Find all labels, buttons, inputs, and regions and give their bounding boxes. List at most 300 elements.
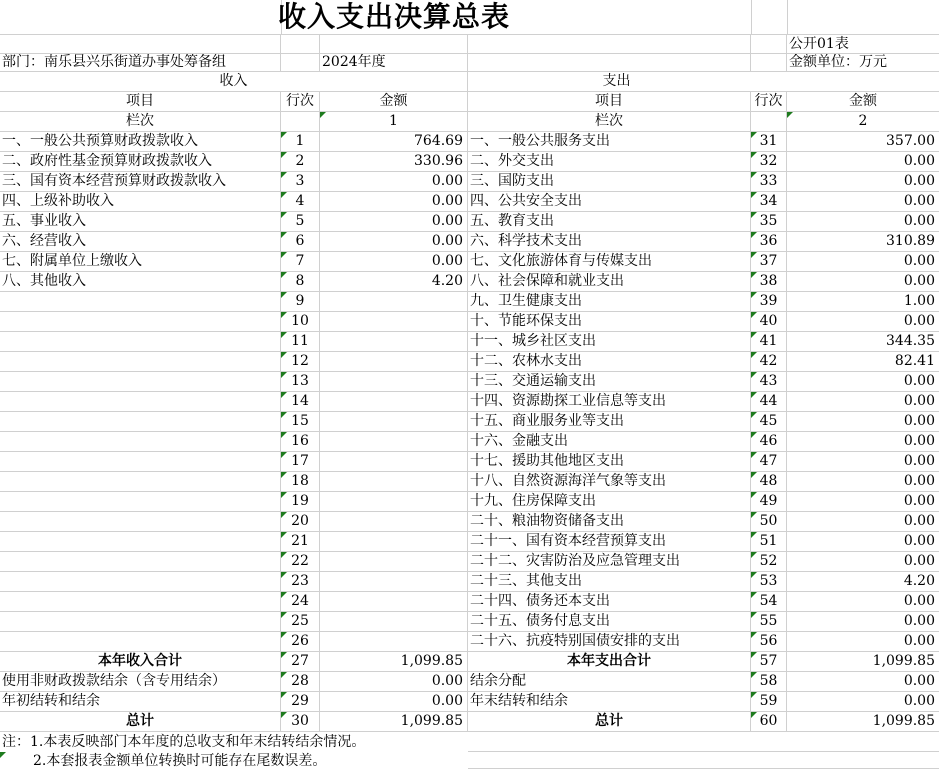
unit-cell[interactable]: 金额单位：万元 [787, 54, 939, 72]
income-item-cell[interactable] [0, 552, 281, 572]
income-amount-header[interactable]: 金额 [320, 92, 468, 112]
meta-row-dept [0, 54, 939, 72]
cell-flag-icon [751, 172, 757, 178]
expense-rowno-cell[interactable] [751, 592, 787, 612]
income-amount-cell[interactable]: 764.69 [320, 132, 468, 152]
cell-flag-icon [281, 692, 287, 698]
income-rowno-cell[interactable] [281, 592, 320, 612]
cell-flag-icon [751, 392, 757, 398]
income-rowno: 29 [291, 693, 309, 709]
table-body [0, 132, 939, 732]
income-rowno-cell[interactable] [281, 632, 320, 652]
income-amount-cell[interactable] [320, 592, 468, 612]
income-rowno-cell[interactable] [281, 572, 320, 592]
expense-rowno: 31 [759, 133, 778, 149]
table-row [0, 512, 939, 532]
income-item-cell[interactable]: 二、政府性基金预算财政拨款收入 [0, 152, 281, 172]
cell-flag-icon [751, 352, 757, 358]
income-amount-cell[interactable] [320, 532, 468, 552]
expense-section-header[interactable] [468, 72, 939, 92]
table-row [0, 592, 939, 612]
expense-item-cell[interactable]: 总计 [468, 712, 751, 732]
cell-flag-icon [0, 752, 6, 758]
income-rowno-cell[interactable] [281, 692, 320, 712]
expense-amount-cell[interactable]: 0.00 [787, 492, 939, 512]
expense-amount-cell[interactable]: 0.00 [787, 152, 939, 172]
income-item-cell[interactable]: 一、一般公共预算财政拨款收入 [0, 132, 281, 152]
expense-amount-cell[interactable]: 344.35 [787, 332, 939, 352]
expense-item-cell[interactable]: 四、公共安全支出 [468, 192, 751, 212]
empty-cell[interactable] [281, 54, 320, 72]
expense-item-cell[interactable]: 十五、商业服务业等支出 [468, 412, 751, 432]
department-cell[interactable]: 部门：南乐县兴乐街道办事处筹备组 [0, 54, 281, 72]
empty-cell[interactable] [320, 35, 468, 54]
cell-flag-icon [281, 312, 287, 318]
income-amount-cell[interactable]: 330.96 [320, 152, 468, 172]
expense-rowno-header[interactable]: 行次 [751, 92, 787, 112]
expense-amount-cell[interactable]: 1.00 [787, 292, 939, 312]
income-rowno: 14 [291, 393, 309, 409]
expense-rowno-cell[interactable] [751, 492, 787, 512]
expense-item-cell[interactable]: 二十四、债务还本支出 [468, 592, 751, 612]
income-lanci-cell[interactable]: 栏次 [0, 112, 281, 132]
expense-item-cell[interactable]: 十八、自然资源海洋气象等支出 [468, 472, 751, 492]
income-item-cell[interactable]: 使用非财政拨款结余（含专用结余） [0, 672, 281, 692]
expense-rowno-cell[interactable] [751, 412, 787, 432]
income-item-cell[interactable] [0, 292, 281, 312]
income-rowno-cell[interactable] [281, 172, 320, 192]
cell-flag-icon [751, 632, 757, 638]
expense-rowno-cell[interactable] [751, 372, 787, 392]
cell-flag-icon [281, 572, 287, 578]
note-line-1[interactable]: 注：1.本表反映部门本年度的总收支和年末结转结余情况。 [2, 734, 366, 750]
income-rowno: 21 [291, 533, 309, 549]
expense-item-cell[interactable]: 十九、住房保障支出 [468, 492, 751, 512]
cell-flag-icon [281, 152, 287, 158]
cell-flag-icon [751, 572, 757, 578]
income-amount-cell[interactable] [320, 452, 468, 472]
expense-rowno-cell[interactable] [751, 132, 787, 152]
income-amount-cell[interactable] [320, 612, 468, 632]
expense-item-cell[interactable]: 九、卫生健康支出 [468, 292, 751, 312]
expense-item-cell[interactable]: 五、教育支出 [468, 212, 751, 232]
expense-amount-cell[interactable]: 0.00 [787, 372, 939, 392]
cell-flag-icon [751, 252, 757, 258]
income-section-header[interactable]: 收入 [0, 72, 468, 92]
empty-cell[interactable] [0, 35, 281, 54]
table-row [0, 472, 939, 492]
cell-flag-icon [751, 372, 757, 378]
cell-flag-icon [281, 632, 287, 638]
cell-flag-icon [281, 712, 287, 718]
expense-amount-cell[interactable]: 0.00 [787, 432, 939, 452]
gridline [468, 751, 939, 752]
expense-rowno: 55 [759, 613, 778, 629]
income-rowno-cell[interactable] [281, 332, 320, 352]
expense-item-cell[interactable]: 二十三、其他支出 [468, 572, 751, 592]
income-item-cell[interactable] [0, 332, 281, 352]
expense-amount-cell[interactable]: 0.00 [787, 612, 939, 632]
table-row [0, 292, 939, 312]
table-row [0, 532, 939, 552]
income-rowno: 15 [291, 413, 309, 429]
income-item-cell[interactable]: 年初结转和结余 [0, 692, 281, 712]
cell-flag-icon [751, 332, 757, 338]
cell-flag-icon [751, 152, 757, 158]
expense-item-cell[interactable]: 十七、援助其他地区支出 [468, 452, 751, 472]
income-item-cell[interactable]: 八、其他收入 [0, 272, 281, 292]
expense-amount-header[interactable]: 金额 [787, 92, 939, 112]
income-item-cell[interactable] [0, 452, 281, 472]
income-item-cell[interactable]: 三、国有资本经营预算财政拨款收入 [0, 172, 281, 192]
expense-item-cell[interactable]: 三、国防支出 [468, 172, 751, 192]
expense-amount-cell[interactable]: 357.00 [787, 132, 939, 152]
expense-amount-cell[interactable]: 0.00 [787, 452, 939, 472]
income-item-cell[interactable] [0, 472, 281, 492]
expense-rowno-cell[interactable] [751, 432, 787, 452]
expense-item-cell[interactable]: 十一、城乡社区支出 [468, 332, 751, 352]
cell-flag-icon [281, 612, 287, 618]
income-rowno-cell[interactable] [281, 192, 320, 212]
income-rowno: 12 [291, 353, 309, 369]
cell-flag-icon [281, 172, 287, 178]
income-amount-cell[interactable]: 0.00 [320, 172, 468, 192]
income-item-cell[interactable] [0, 372, 281, 392]
expense-amount-cell[interactable]: 0.00 [787, 312, 939, 332]
income-amount-cell[interactable]: 4.20 [320, 272, 468, 292]
income-rowno-cell[interactable] [281, 612, 320, 632]
expense-rowno-cell[interactable] [751, 232, 787, 252]
income-rowno-cell[interactable] [281, 392, 320, 412]
income-rowno-cell[interactable] [281, 252, 320, 272]
expense-rowno-cell[interactable] [751, 572, 787, 592]
expense-rowno: 43 [759, 373, 778, 389]
expense-amount-cell[interactable]: 4.20 [787, 572, 939, 592]
cell-flag-icon [751, 292, 757, 298]
expense-item-cell[interactable]: 二、外交支出 [468, 152, 751, 172]
income-amount-cell[interactable]: 0.00 [320, 232, 468, 252]
expense-rowno-cell[interactable] [751, 332, 787, 352]
cell-flag-icon [281, 232, 287, 238]
expense-item-cell[interactable]: 十六、金融支出 [468, 432, 751, 452]
income-rowno-cell[interactable] [281, 132, 320, 152]
expense-amount-cell[interactable]: 82.41 [787, 352, 939, 372]
income-rowno-cell[interactable] [281, 432, 320, 452]
income-rowno-cell[interactable] [281, 652, 320, 672]
expense-item-cell[interactable]: 二十、粮油物资储备支出 [468, 512, 751, 532]
income-rowno-cell[interactable] [281, 372, 320, 392]
expense-amount-cell[interactable]: 0.00 [787, 632, 939, 652]
income-item-cell[interactable] [0, 432, 281, 452]
income-amount-cell[interactable] [320, 632, 468, 652]
income-rowno-cell[interactable] [281, 552, 320, 572]
income-item-cell[interactable]: 本年收入合计 [0, 652, 281, 672]
income-rowno: 16 [291, 433, 309, 449]
expense-rowno-cell[interactable] [751, 272, 787, 292]
expense-item-cell[interactable]: 二十二、灾害防治及应急管理支出 [468, 552, 751, 572]
expense-rowno-cell[interactable] [751, 472, 787, 492]
table-row [0, 232, 939, 252]
income-rowno-cell[interactable] [281, 452, 320, 472]
income-amount-cell[interactable]: 0.00 [320, 192, 468, 212]
income-amount-cell[interactable]: 0.00 [320, 252, 468, 272]
cell-flag-icon [751, 652, 757, 658]
income-item-cell[interactable] [0, 512, 281, 532]
expense-rowno-cell[interactable] [751, 632, 787, 652]
year-cell[interactable]: 2024年度 [320, 54, 468, 72]
cell-flag-icon [281, 592, 287, 598]
expense-rowno-cell[interactable] [751, 532, 787, 552]
income-rowno-cell[interactable] [281, 472, 320, 492]
income-amount-cell[interactable] [320, 412, 468, 432]
income-amount-cell[interactable]: 0.00 [320, 672, 468, 692]
expense-item-cell[interactable]: 十二、农林水支出 [468, 352, 751, 372]
expense-item-cell[interactable]: 本年支出合计 [468, 652, 751, 672]
table-row [0, 312, 939, 332]
expense-amount-cell[interactable]: 0.00 [787, 412, 939, 432]
income-rowno-header[interactable]: 行次 [281, 92, 320, 112]
income-item-cell[interactable] [0, 492, 281, 512]
expense-amount-cell[interactable]: 310.89 [787, 232, 939, 252]
table-row [0, 132, 939, 152]
expense-rowno-cell[interactable] [751, 252, 787, 272]
expense-rowno: 35 [759, 213, 778, 229]
income-item-cell[interactable]: 七、附属单位上缴收入 [0, 252, 281, 272]
column-header-row [0, 92, 939, 112]
empty-cell[interactable] [281, 35, 320, 54]
income-rowno-cell[interactable] [281, 152, 320, 172]
expense-rowno-cell[interactable] [751, 352, 787, 372]
expense-amount-cell[interactable]: 0.00 [787, 672, 939, 692]
cell-flag-icon [751, 612, 757, 618]
empty-cell[interactable] [751, 112, 787, 132]
income-item-cell[interactable] [0, 312, 281, 332]
expense-rowno: 32 [759, 153, 778, 169]
expense-rowno: 59 [759, 693, 778, 709]
expense-rowno: 41 [759, 333, 778, 349]
expense-amount-cell[interactable]: 0.00 [787, 472, 939, 492]
expense-rowno-cell[interactable] [751, 672, 787, 692]
cell-flag-icon [281, 212, 287, 218]
expense-rowno: 60 [759, 713, 778, 729]
expense-amount-cell[interactable]: 0.00 [787, 192, 939, 212]
table-row [0, 692, 939, 712]
table-row [0, 352, 939, 372]
income-rowno: 19 [291, 493, 309, 509]
expense-rowno: 50 [759, 513, 778, 529]
expense-rowno-cell[interactable] [751, 152, 787, 172]
expense-rowno: 58 [759, 673, 778, 689]
income-rowno-cell[interactable] [281, 352, 320, 372]
expense-item-cell[interactable]: 十四、资源勘探工业信息等支出 [468, 392, 751, 412]
empty-cell[interactable] [468, 54, 751, 72]
income-amount-cell[interactable]: 1,099.85 [320, 652, 468, 672]
expense-rowno-cell[interactable] [751, 192, 787, 212]
expense-item-cell[interactable]: 十、节能环保支出 [468, 312, 751, 332]
expense-item-cell[interactable]: 八、社会保障和就业支出 [468, 272, 751, 292]
expense-amount-cell[interactable]: 0.00 [787, 392, 939, 412]
expense-rowno-cell[interactable] [751, 692, 787, 712]
expense-amount-cell[interactable]: 0.00 [787, 212, 939, 232]
income-rowno: 1 [295, 133, 305, 149]
expense-item-cell[interactable]: 一、一般公共服务支出 [468, 132, 751, 152]
cell-flag-icon [320, 112, 326, 118]
income-item-cell[interactable] [0, 632, 281, 652]
income-amount-cell[interactable] [320, 432, 468, 452]
income-item-cell[interactable] [0, 392, 281, 412]
cell-flag-icon [751, 312, 757, 318]
cell-flag-icon [751, 452, 757, 458]
income-item-cell[interactable]: 四、上级补助收入 [0, 192, 281, 212]
empty-cell[interactable] [751, 54, 787, 72]
cell-flag-icon [751, 272, 757, 278]
expense-amount-cell[interactable]: 1,099.85 [787, 652, 939, 672]
table-code-cell[interactable]: 公开01表 [787, 35, 939, 54]
expense-rowno-cell[interactable] [751, 292, 787, 312]
note-line-2[interactable]: 2.本套报表金额单位转换时可能存在尾数误差。 [33, 753, 327, 769]
expense-item-cell[interactable]: 六、科学技术支出 [468, 232, 751, 252]
income-rowno-cell[interactable] [281, 312, 320, 332]
expense-item-cell[interactable]: 七、文化旅游体育与传媒支出 [468, 252, 751, 272]
empty-cell[interactable] [468, 35, 751, 54]
expense-amount-cell[interactable]: 1,099.85 [787, 712, 939, 732]
cell-flag-icon [751, 412, 757, 418]
income-item-cell[interactable] [0, 572, 281, 592]
income-rowno: 11 [291, 333, 309, 349]
income-amount-cell[interactable] [320, 372, 468, 392]
income-amount-cell[interactable] [320, 552, 468, 572]
income-item-cell[interactable]: 五、事业收入 [0, 212, 281, 232]
income-rowno-cell[interactable] [281, 492, 320, 512]
table-row [0, 432, 939, 452]
cell-flag-icon [751, 432, 757, 438]
income-rowno-cell[interactable] [281, 512, 320, 532]
expense-amount-cell[interactable]: 0.00 [787, 272, 939, 292]
table-row [0, 652, 939, 672]
cell-flag-icon [281, 452, 287, 458]
gridline [468, 768, 939, 769]
cell-flag-icon [281, 512, 287, 518]
income-item-header[interactable]: 项目 [0, 92, 281, 112]
expense-item-header[interactable]: 项目 [468, 92, 751, 112]
expense-colno-cell[interactable] [787, 112, 939, 132]
income-amount-cell[interactable] [320, 392, 468, 412]
income-rowno-cell[interactable] [281, 292, 320, 312]
expense-rowno-cell[interactable] [751, 452, 787, 472]
income-amount-cell[interactable] [320, 572, 468, 592]
income-item-cell[interactable] [0, 412, 281, 432]
income-item-cell[interactable] [0, 532, 281, 552]
cell-flag-icon [281, 412, 287, 418]
empty-cell[interactable] [751, 35, 787, 54]
expense-rowno-cell[interactable] [751, 392, 787, 412]
income-rowno-cell[interactable] [281, 532, 320, 552]
cell-flag-icon [751, 672, 757, 678]
empty-cell[interactable] [281, 112, 320, 132]
cell-flag-icon [281, 532, 287, 538]
income-amount-cell[interactable] [320, 332, 468, 352]
cell-flag-icon [751, 192, 757, 198]
income-amount-cell[interactable] [320, 312, 468, 332]
expense-rowno-cell[interactable] [751, 512, 787, 532]
income-amount-cell[interactable]: 0.00 [320, 692, 468, 712]
cell-flag-icon [281, 472, 287, 478]
income-rowno: 18 [291, 473, 309, 489]
page-title[interactable]: 收入支出决算总表 [277, 0, 510, 33]
income-rowno: 2 [295, 153, 305, 169]
income-rowno-cell[interactable] [281, 232, 320, 252]
cell-flag-icon [281, 372, 287, 378]
cell-flag-icon [281, 272, 287, 278]
expense-item-cell[interactable]: 结余分配 [468, 672, 751, 692]
expense-rowno-cell[interactable] [751, 652, 787, 672]
income-amount-cell[interactable] [320, 352, 468, 372]
income-item-cell[interactable]: 六、经营收入 [0, 232, 281, 252]
income-rowno-cell[interactable] [281, 212, 320, 232]
income-item-cell[interactable] [0, 592, 281, 612]
table-row [0, 192, 939, 212]
expense-rowno-cell[interactable] [751, 612, 787, 632]
expense-rowno-cell[interactable] [751, 312, 787, 332]
title-row [0, 0, 939, 35]
income-rowno-cell[interactable] [281, 672, 320, 692]
expense-rowno: 52 [759, 553, 778, 569]
expense-item-cell[interactable]: 二十六、抗疫特别国债安排的支出 [468, 632, 751, 652]
expense-amount-cell[interactable]: 0.00 [787, 592, 939, 612]
income-amount-cell[interactable]: 1,099.85 [320, 712, 468, 732]
cell-flag-icon [281, 492, 287, 498]
expense-item-cell[interactable]: 十三、交通运输支出 [468, 372, 751, 392]
expense-rowno-cell[interactable] [751, 712, 787, 732]
income-amount-cell[interactable] [320, 472, 468, 492]
income-item-cell[interactable] [0, 612, 281, 632]
income-rowno: 8 [295, 273, 305, 289]
expense-item-cell[interactable]: 年末结转和结余 [468, 692, 751, 712]
expense-amount-cell[interactable]: 0.00 [787, 532, 939, 552]
income-rowno-cell[interactable] [281, 412, 320, 432]
income-rowno-cell[interactable] [281, 272, 320, 292]
table-row [0, 452, 939, 472]
expense-rowno: 40 [759, 313, 778, 329]
income-item-cell[interactable]: 总计 [0, 712, 281, 732]
expense-amount-cell[interactable]: 0.00 [787, 552, 939, 572]
cell-flag-icon [751, 512, 757, 518]
expense-rowno-cell[interactable] [751, 172, 787, 192]
income-amount-cell[interactable] [320, 512, 468, 532]
expense-rowno-cell[interactable] [751, 552, 787, 572]
income-amount-cell[interactable] [320, 292, 468, 312]
expense-amount-cell[interactable]: 0.00 [787, 172, 939, 192]
table-row [0, 552, 939, 572]
expense-rowno-cell[interactable] [751, 212, 787, 232]
expense-amount-cell[interactable]: 0.00 [787, 252, 939, 272]
expense-amount-cell[interactable]: 0.00 [787, 692, 939, 712]
expense-item-cell[interactable]: 二十五、债务付息支出 [468, 612, 751, 632]
income-rowno: 7 [295, 253, 305, 269]
expense-rowno: 34 [759, 193, 778, 209]
expense-amount-cell[interactable]: 0.00 [787, 512, 939, 532]
expense-lanci-cell[interactable]: 栏次 [468, 112, 751, 132]
expense-item-cell[interactable]: 二十一、国有资本经营预算支出 [468, 532, 751, 552]
cell-flag-icon [281, 132, 287, 138]
income-rowno: 20 [291, 513, 309, 529]
income-item-cell[interactable] [0, 352, 281, 372]
income-rowno-cell[interactable] [281, 712, 320, 732]
income-colno-cell[interactable] [320, 112, 468, 132]
income-rowno: 5 [295, 213, 305, 229]
income-amount-cell[interactable] [320, 492, 468, 512]
income-amount-cell[interactable]: 0.00 [320, 212, 468, 232]
